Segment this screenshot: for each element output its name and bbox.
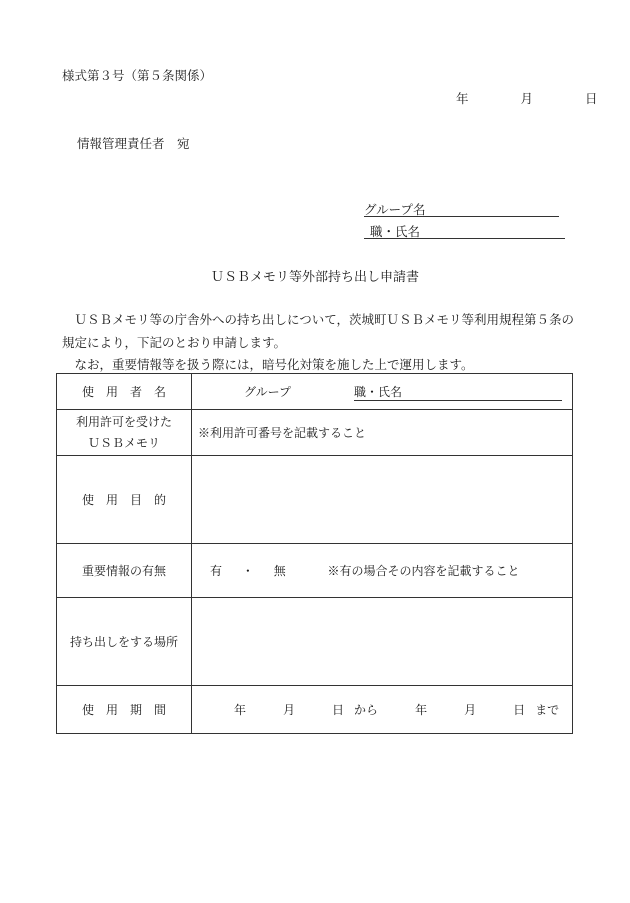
- row-device: [57, 410, 573, 456]
- period-month1: 月: [283, 703, 296, 717]
- purpose-label: 使 用 目 的: [57, 456, 192, 544]
- location-value-cell[interactable]: [192, 598, 573, 686]
- period-until: まで: [535, 703, 560, 717]
- addressee: 情報管理責任者 宛: [77, 136, 190, 151]
- signature-name-line: [364, 238, 565, 239]
- signature-group-row: [364, 200, 559, 216]
- user-group-label: グループ: [244, 384, 292, 399]
- user-name-label: 職・氏名: [354, 383, 562, 401]
- row-period: [57, 686, 573, 734]
- row-purpose: [57, 456, 573, 544]
- important-option-no[interactable]: 無: [273, 564, 286, 578]
- signature-name-row: [370, 222, 565, 238]
- body-para2: なお，重要情報等を扱う際には，暗号化対策を施した上で運用します。: [62, 357, 474, 372]
- signature-group-label: グループ名: [364, 202, 426, 217]
- important-option-yes[interactable]: 有: [210, 564, 223, 578]
- form-number: 様式第３号（第５条関係）: [62, 68, 213, 83]
- user-label: 使 用 者 名: [57, 374, 192, 410]
- application-table: [56, 373, 573, 734]
- important-value-cell: [192, 544, 573, 598]
- date-month: 月: [520, 91, 533, 106]
- period-value-cell[interactable]: [192, 686, 573, 734]
- date-line: [456, 89, 597, 107]
- date-day: 日: [584, 91, 598, 106]
- body-text: [62, 309, 574, 377]
- device-note: ※利用許可番号を記載すること: [198, 426, 367, 440]
- row-important: [57, 544, 573, 598]
- date-year: 年: [456, 91, 469, 106]
- period-label: 使 用 期 間: [57, 686, 192, 734]
- important-separator: ・: [241, 564, 254, 578]
- device-label: [57, 410, 192, 456]
- body-para1-line1: ＵＳＢメモリ等の庁舎外への持ち出しについて，茨城町ＵＳＢメモリ等利用規程第５条の: [62, 312, 575, 327]
- signature-name-label: 職・氏名: [370, 224, 421, 239]
- row-location: [57, 598, 573, 686]
- row-user: [57, 374, 573, 410]
- device-label-line1: 利用許可を受けた: [75, 414, 172, 429]
- period-year1: 年: [234, 703, 247, 717]
- period-from: から: [354, 703, 379, 717]
- signature-group-line: [364, 216, 559, 217]
- location-label: 持ち出しをする場所: [57, 598, 192, 686]
- purpose-value-cell[interactable]: [192, 456, 573, 544]
- period-day1: 日: [332, 703, 345, 717]
- device-label-line2: ＵＳＢメモリ: [87, 435, 160, 450]
- device-value-cell[interactable]: [192, 410, 573, 456]
- user-value-cell[interactable]: [192, 374, 573, 410]
- body-para1-line2: 規定により，下記のとおり申請します。: [62, 334, 287, 350]
- important-label: 重要情報の有無: [57, 544, 192, 598]
- period-year2: 年: [415, 703, 428, 717]
- page-title: ＵＳＢメモリ等外部持ち出し申請書: [210, 270, 419, 285]
- important-note: ※有の場合その内容を記載すること: [327, 564, 520, 578]
- period-day2: 日: [513, 703, 526, 717]
- period-month2: 月: [464, 703, 477, 717]
